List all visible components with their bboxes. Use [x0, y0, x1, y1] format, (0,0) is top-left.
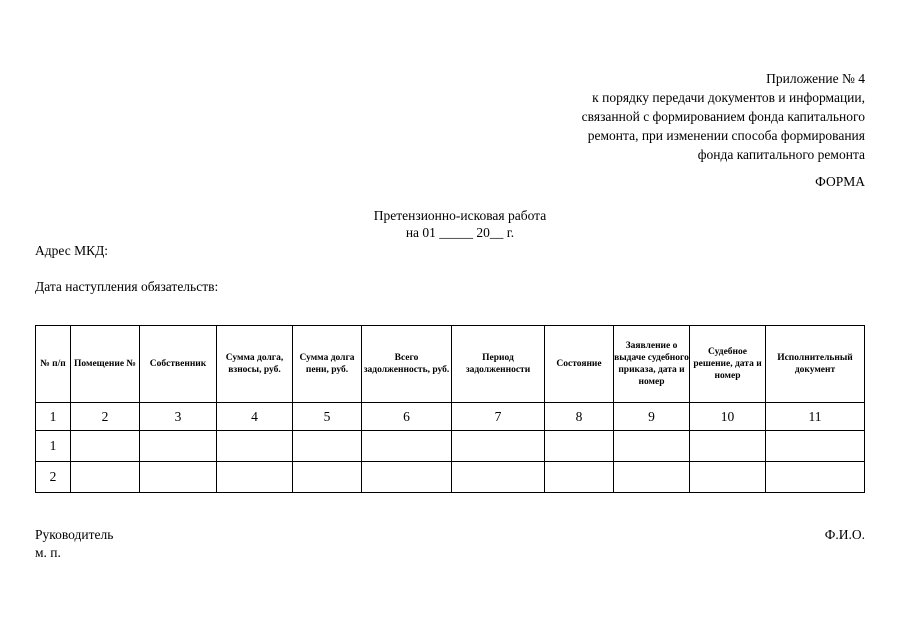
column-number-row	[36, 403, 865, 431]
appendix-line: фонда капитального ремонта	[697, 147, 865, 162]
column-number-cell: 11	[766, 403, 865, 431]
table-header-cell: Судебное решение, дата и номер	[690, 326, 766, 403]
table-cell	[362, 462, 452, 493]
table-cell	[545, 431, 614, 462]
appendix-block	[582, 69, 865, 164]
title-date-line: на 01 _____ 20__ г.	[405, 225, 515, 240]
table-cell	[293, 431, 362, 462]
column-number-cell: 10	[690, 403, 766, 431]
table-cell	[690, 462, 766, 493]
table-header-cell: Период задолженности	[452, 326, 545, 403]
column-number-cell: 3	[140, 403, 217, 431]
table-cell	[614, 462, 690, 493]
table-cell	[545, 462, 614, 493]
column-number-cell: 4	[217, 403, 293, 431]
head-signature-label: Руководитель	[35, 527, 114, 542]
table-header-row	[36, 326, 865, 403]
table-cell	[766, 431, 865, 462]
table-cell	[217, 431, 293, 462]
column-number-cell: 5	[293, 403, 362, 431]
document-title	[260, 207, 660, 241]
title-line: Претензионно-исковая работа	[373, 208, 547, 223]
table-cell	[217, 462, 293, 493]
table-cell: 2	[36, 462, 71, 493]
fio-label: Ф.И.О.	[824, 527, 865, 542]
appendix-line: связанной с формированием фонда капитального	[581, 109, 865, 124]
form-label: ФОРМА	[815, 174, 865, 189]
table-header-cell: Сумма долга, взносы, руб.	[217, 326, 293, 403]
table-cell	[362, 431, 452, 462]
table-cell	[293, 462, 362, 493]
table-header-cell: № п/п	[36, 326, 71, 403]
column-number-cell: 7	[452, 403, 545, 431]
table-cell	[690, 431, 766, 462]
table-header-cell: Сумма долга пени, руб.	[293, 326, 362, 403]
table-cell	[71, 431, 140, 462]
appendix-line: к порядку передачи документов и информации,	[592, 90, 865, 105]
table-cell	[140, 431, 217, 462]
table-header-cell: Всего задолженность, руб.	[362, 326, 452, 403]
table-header-cell: Заявление о выдаче судебного приказа, дата и номер	[614, 326, 690, 403]
column-number-cell: 6	[362, 403, 452, 431]
table-cell	[766, 462, 865, 493]
obligation-date-label: Дата наступления обязательств:	[35, 279, 219, 294]
column-number-cell: 8	[545, 403, 614, 431]
table-header-cell: Состояние	[545, 326, 614, 403]
table-header-cell: Помещение №	[71, 326, 140, 403]
table-cell	[614, 431, 690, 462]
column-number-cell: 2	[71, 403, 140, 431]
table-cell	[452, 431, 545, 462]
table-row	[36, 431, 865, 462]
stamp-label: м. п.	[35, 545, 61, 560]
table-cell: 1	[36, 431, 71, 462]
table-cell	[452, 462, 545, 493]
appendix-line: Приложение № 4	[766, 71, 865, 86]
table-header-cell: Исполнительный документ	[766, 326, 865, 403]
address-label: Адрес МКД:	[35, 243, 109, 258]
table-row	[36, 462, 865, 493]
column-number-cell: 9	[614, 403, 690, 431]
column-number-cell: 1	[36, 403, 71, 431]
table-header-cell: Собственник	[140, 326, 217, 403]
table-cell	[71, 462, 140, 493]
claims-table	[35, 325, 865, 493]
appendix-line: ремонта, при изменении способа формирования	[587, 128, 865, 143]
table-cell	[140, 462, 217, 493]
